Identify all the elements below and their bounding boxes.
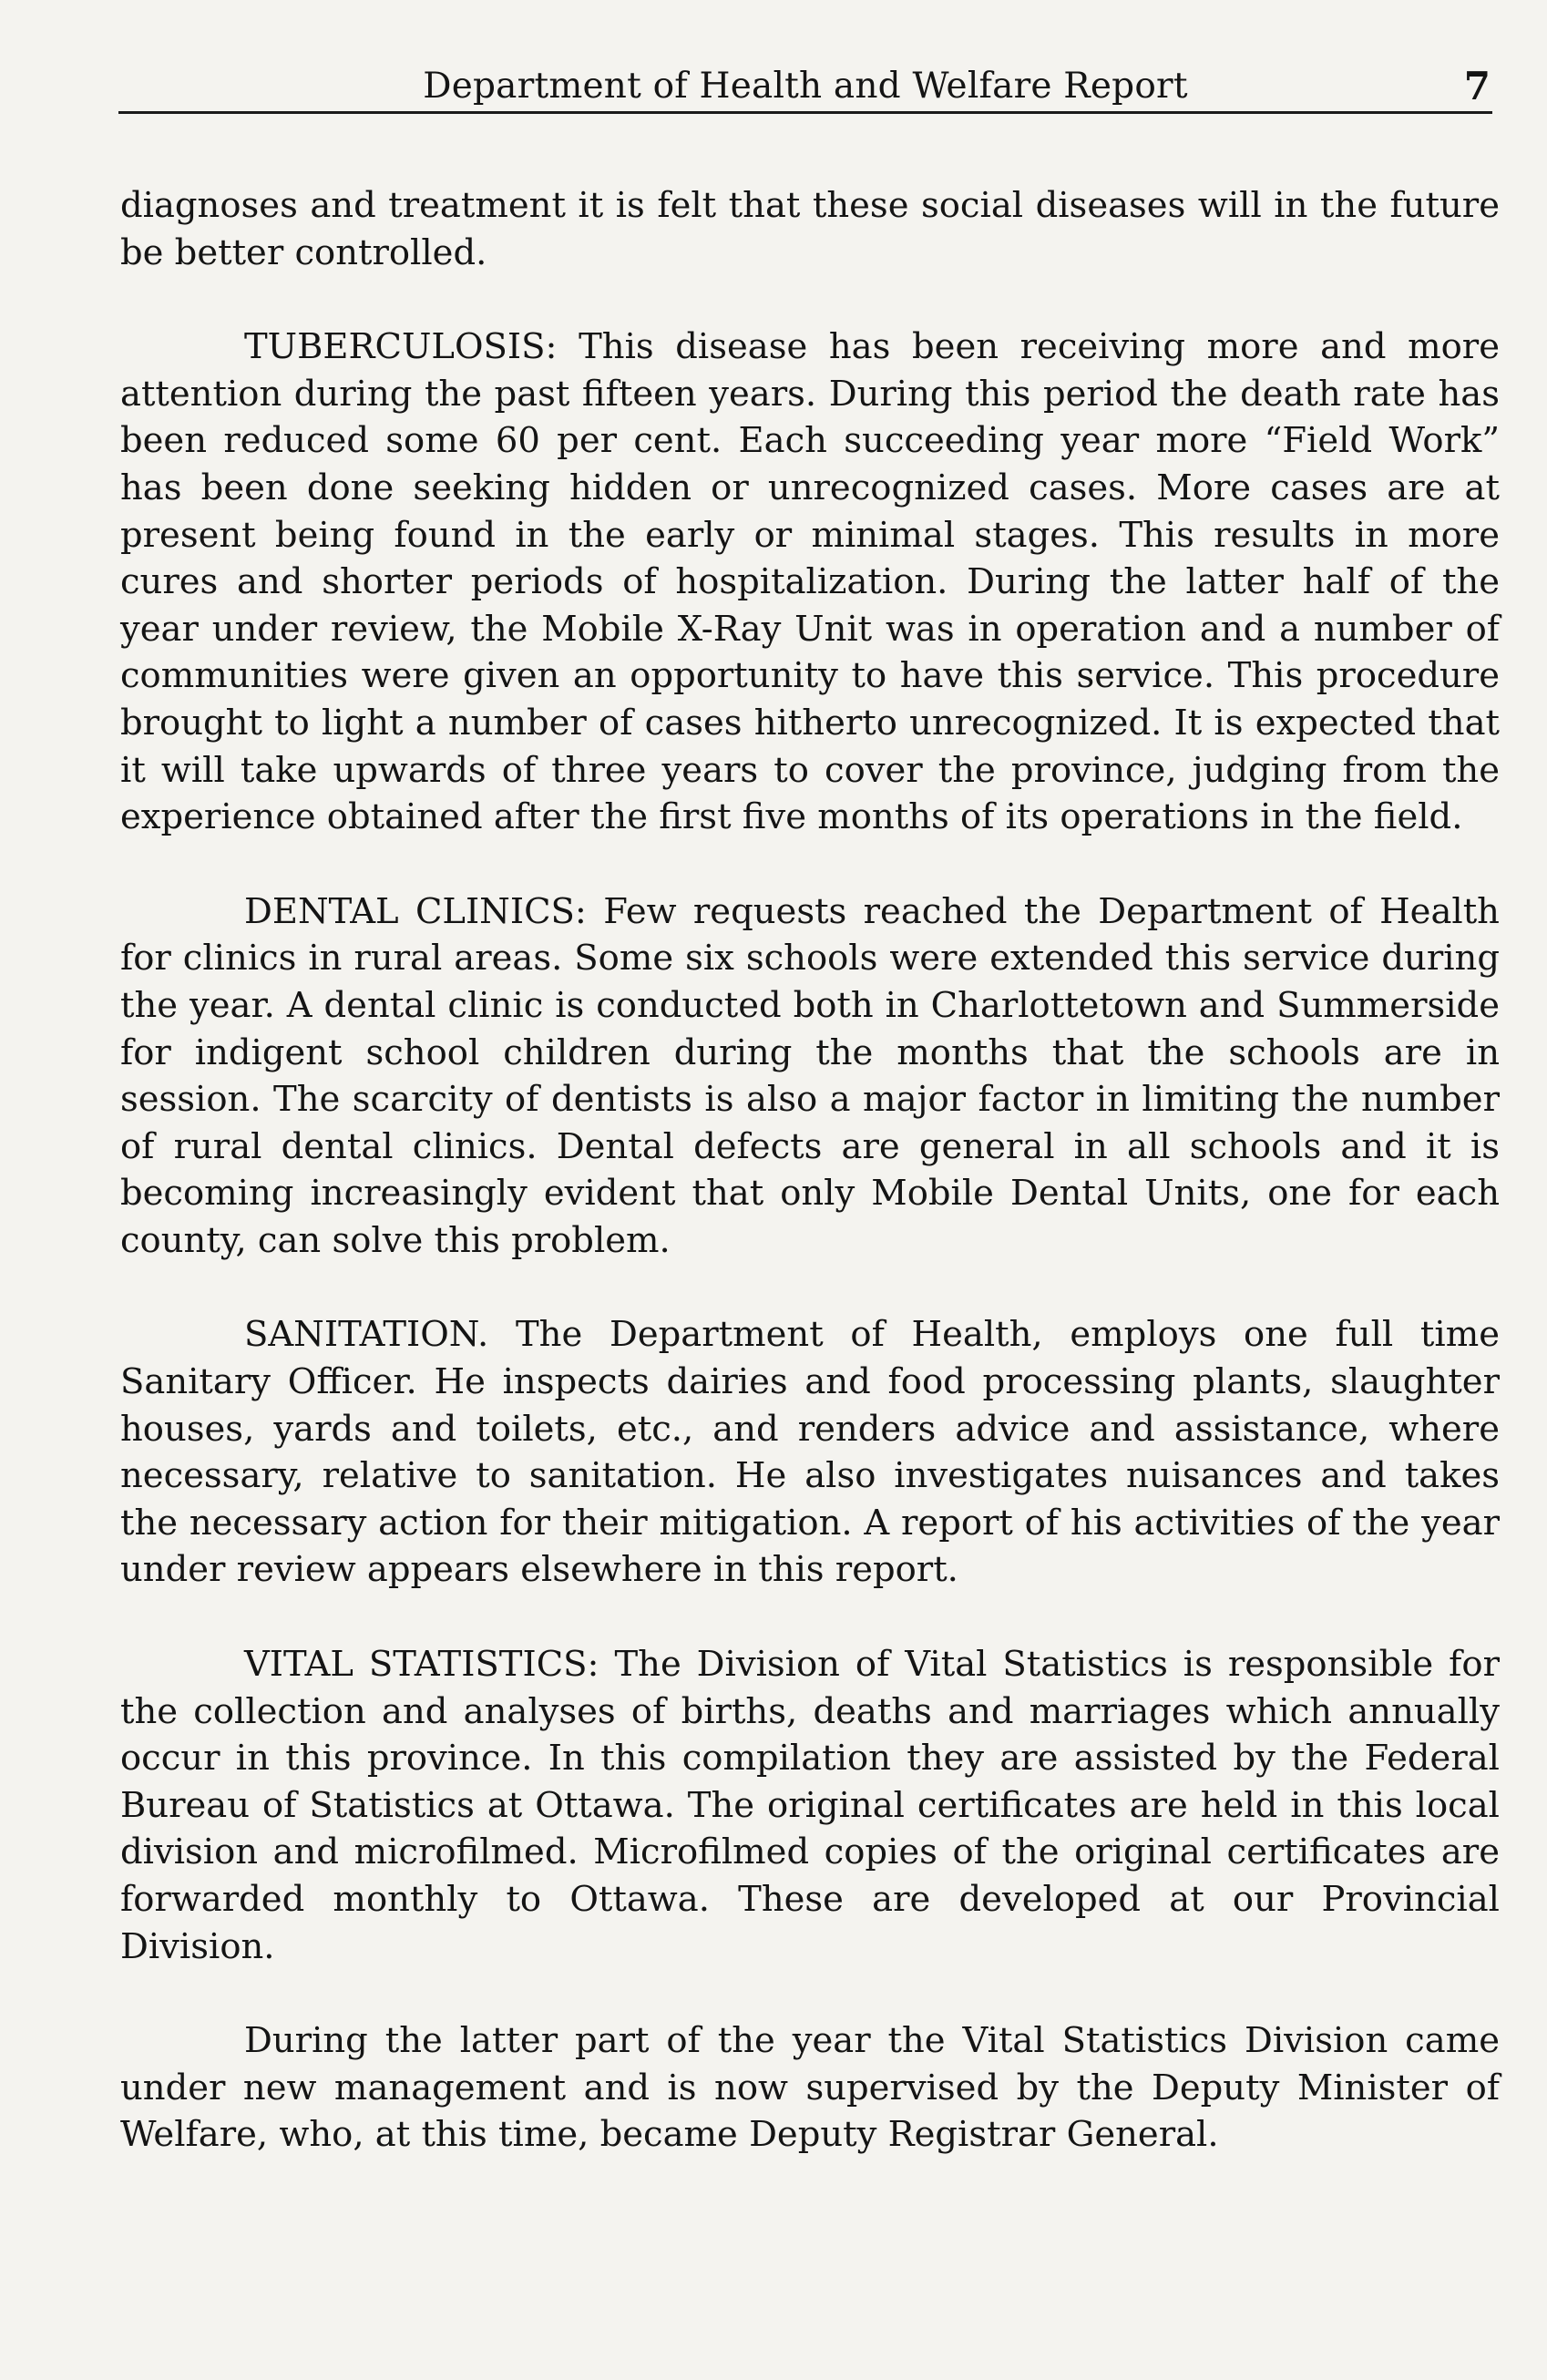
- paragraph-text: The Division of Vital Statistics is responsible for the collection and analyses of births, deaths and marriages which annually occur in this province. In this compilation they are assisted by the Federal Bureau of Statistics at Ottawa. The original certificates are held in this local division and microfilmed. Microfilmed copies of the original certificates are forwarded monthly to Ottawa. These are developed at our Provincial Division.: [120, 1644, 1500, 1967]
- paragraph-continuation: [120, 182, 1500, 276]
- running-header: [118, 60, 1492, 114]
- paragraph-vital-statistics: [120, 1641, 1500, 1970]
- paragraph-text: Few requests reached the Department of Health for clinics in rural areas. Some six schools were extended this service during the year. A dental clinic is conducted both in Charlottetown and Summerside for indigent school children during the months that the schools are in session. The scarcity of dentists is also a major factor in limiting the number of rural dental clinics. Dental defects are general in all schools and it is becoming increasingly evident that only Mobile Dental Units, one for each county, can solve this problem.: [120, 890, 1500, 1261]
- paragraph-text: This disease has been receiving more and more attention during the past fifteen years. During this period the death rate has been reduced some 60 per cent. Each succeeding year more “Field Work” has been done seeking hidden or unrecognized cases. More cases are at present being found in the early or minimal stages. This results in more cures and shorter periods of hospitalization. During the latter half of the year under review, the Mobile X-Ray Unit was in operation and a number of communities were given an opportunity to have this service. This procedure brought to light a number of cases hitherto unrecognized. It is expected that it will take upwards of three years to cover the province, judging from the experience obtained after the first five months of its operations in the field.: [120, 326, 1500, 838]
- paragraph-text: The Department of Health, employs one full time Sanitary Officer. He inspects dairies and food processing plants, slaughter houses, yards and toilets, etc., and renders advice and assistance, where necessary, relative to sanitation. He also investigates nuisances and takes the necessary action for their mitigation. A report of his activities of the year under review appears elsewhere in this report.: [120, 1314, 1500, 1591]
- section-heading: VITAL STATISTICS:: [244, 1644, 599, 1686]
- paragraph-text: During the latter part of the year the Vital Statistics Division came under new management and is now supervised by the Deputy Minister of Welfare, who, at this time, became Deputy Registrar General.: [120, 2020, 1500, 2156]
- paragraph-vital-statistics-management: [120, 2017, 1500, 2159]
- paragraph-sanitation: [120, 1311, 1500, 1594]
- paragraph-text: diagnoses and treatment it is felt that these social diseases will in the future be better controlled.: [120, 185, 1500, 273]
- section-heading: SANITATION.: [244, 1314, 489, 1356]
- paragraph-dental-clinics: [120, 888, 1500, 1265]
- body-text: [120, 182, 1500, 2206]
- header-title: Department of Health and Welfare Report: [423, 66, 1188, 107]
- section-heading: DENTAL CLINICS:: [244, 890, 587, 932]
- paragraph-tuberculosis: [120, 323, 1500, 841]
- page-number: 7: [1463, 64, 1491, 108]
- section-heading: TUBERCULOSIS:: [244, 326, 558, 368]
